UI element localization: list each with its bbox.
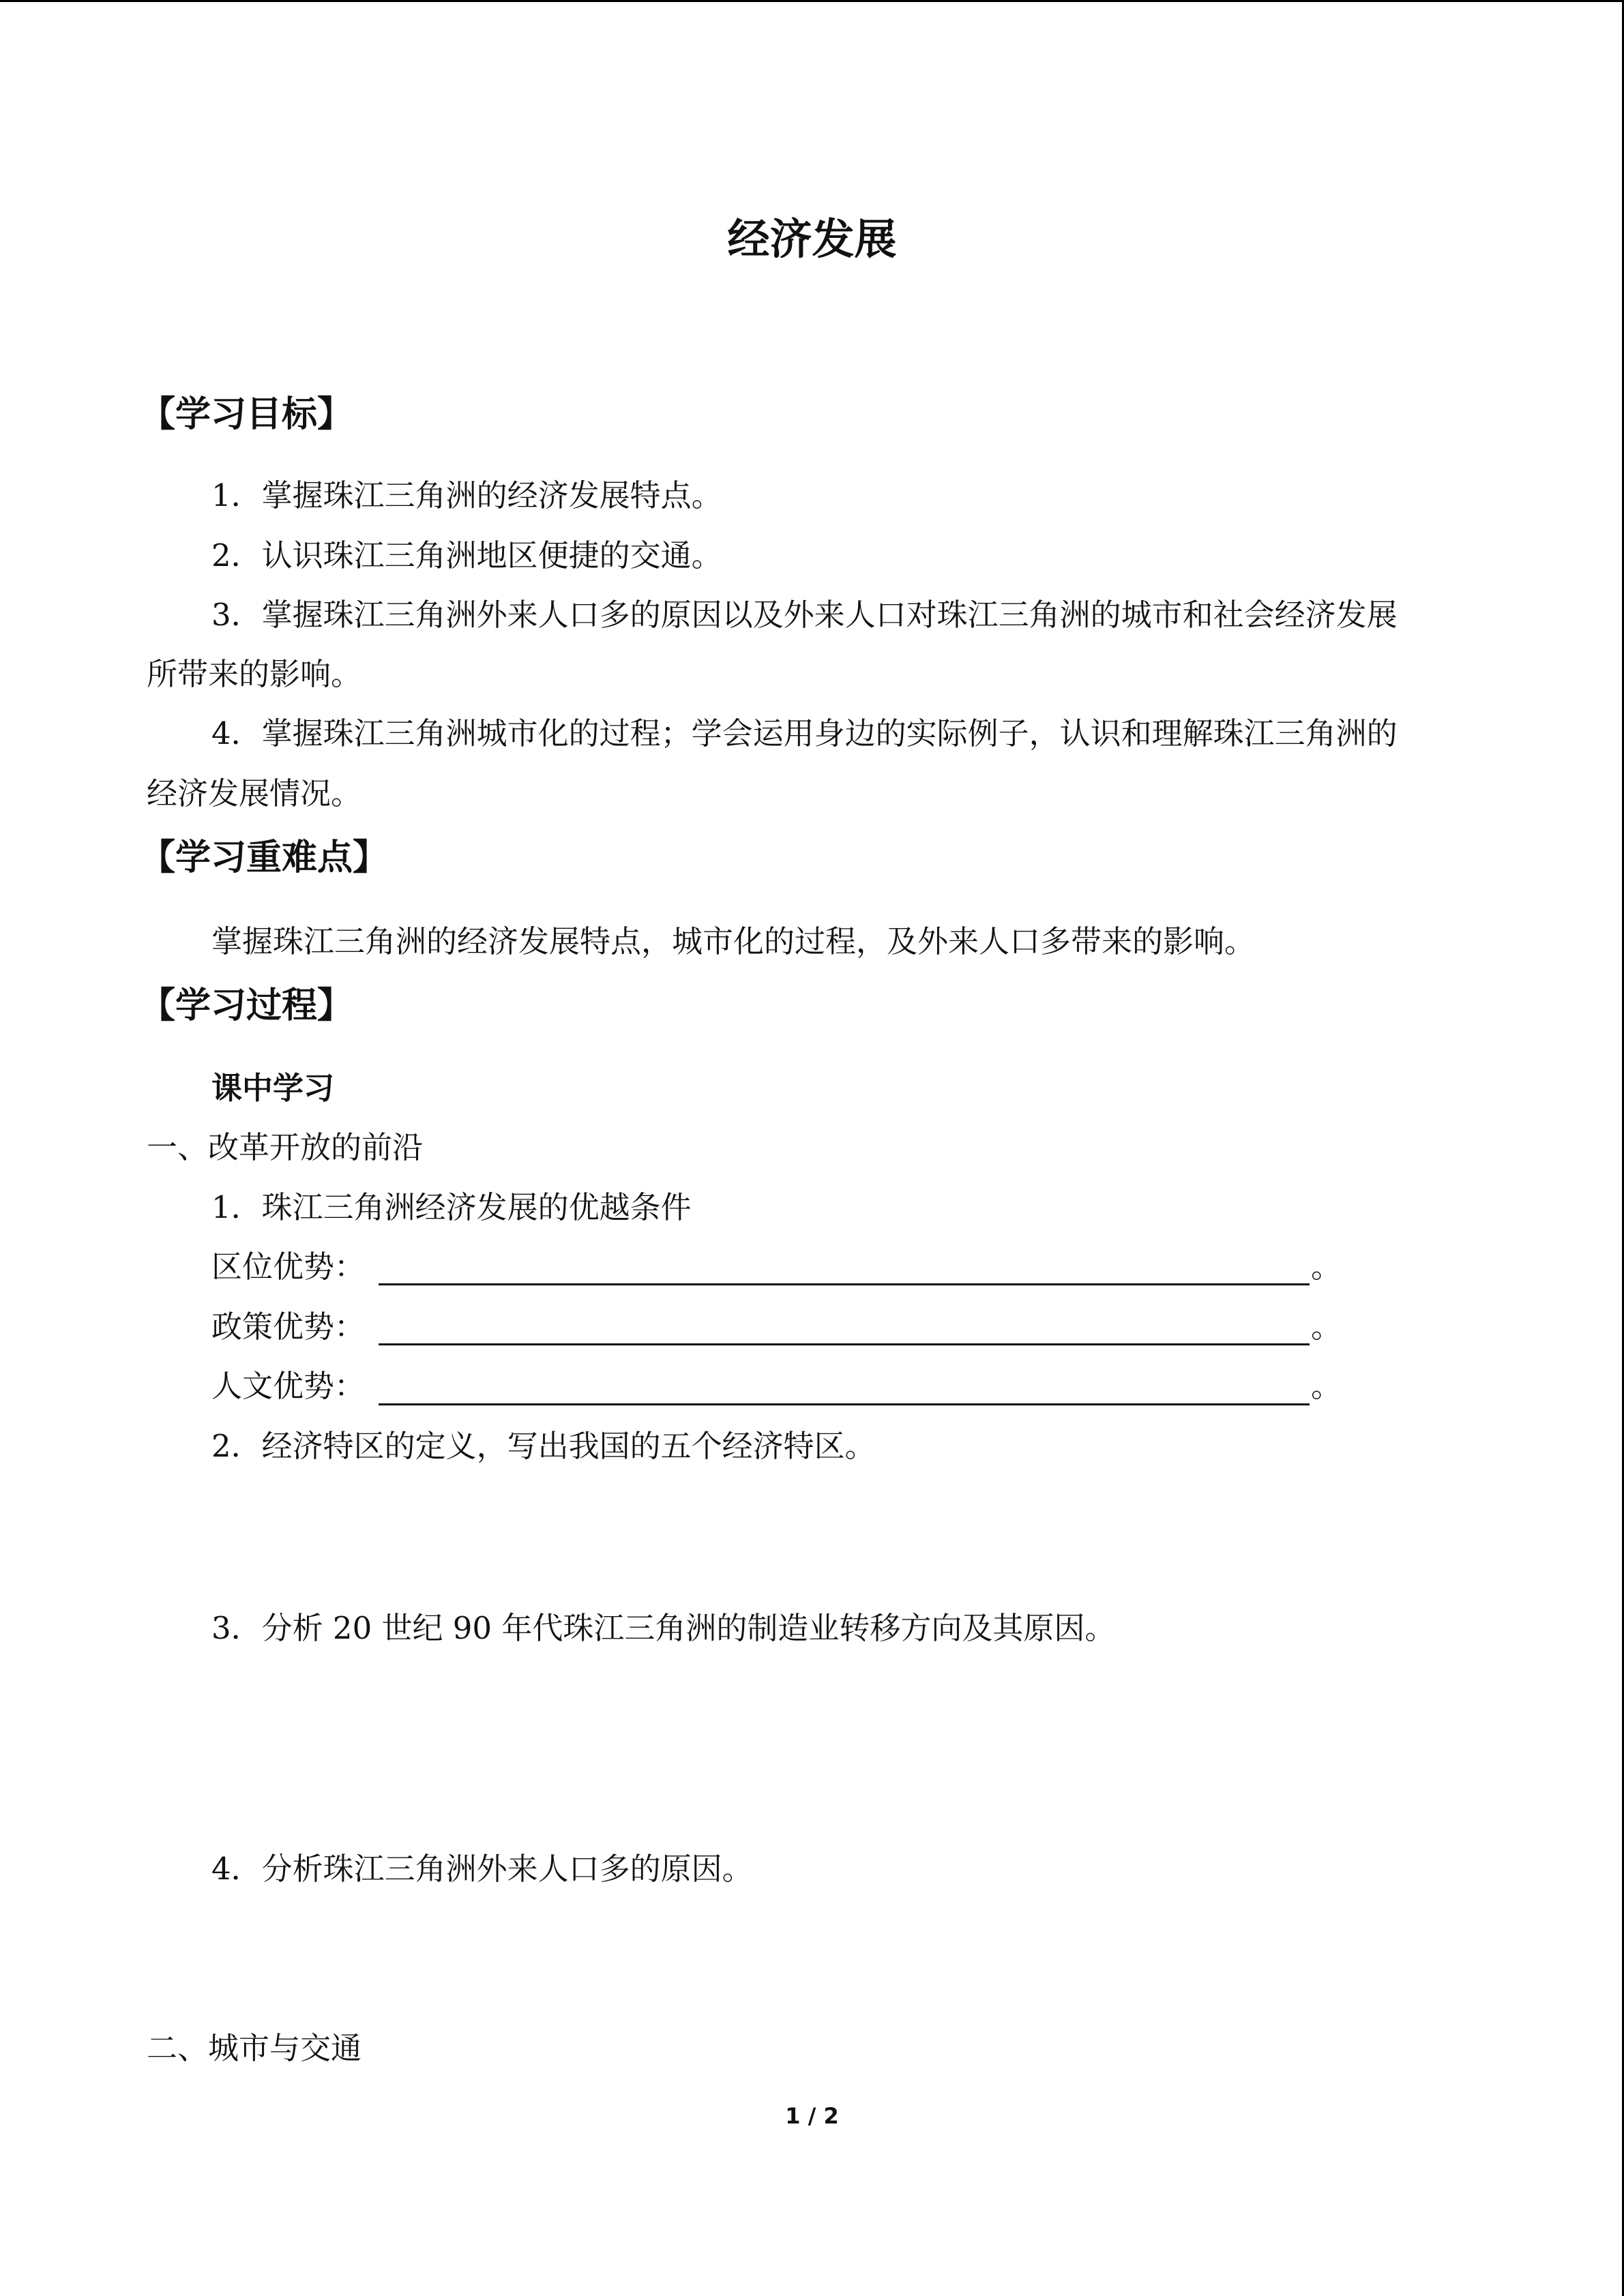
question-3: 3．分析 20 世纪 90 年代珠江三角洲的制造业转移方向及其原因。 [211, 1610, 1116, 1646]
fill-label-culture: 人文优势： [211, 1368, 366, 1404]
fill-line-location[interactable] [379, 1283, 1310, 1285]
objectives-heading: 【学习目标】 [140, 394, 353, 435]
fill-line-culture[interactable] [379, 1403, 1310, 1405]
key-points-heading: 【学习重难点】 [140, 837, 389, 878]
objective-item-4-cont: 经济发展情况。 [147, 775, 362, 811]
fill-end-location: 。 [1311, 1249, 1342, 1285]
question-4: 4．分析珠江三角洲外来人口多的原因。 [211, 1851, 753, 1887]
objective-item-3: 3．掌握珠江三角洲外来人口多的原因以及外来人口对珠江三角洲的城市和社会经济发展 [211, 597, 1398, 633]
fill-label-policy: 政策优势： [211, 1309, 366, 1345]
key-points-text: 掌握珠江三角洲的经济发展特点，城市化的过程，及外来人口多带来的影响。 [211, 923, 1256, 959]
objective-item-4: 4．掌握珠江三角洲城市化的过程；学会运用身边的实际例子，认识和理解珠江三角洲的 [211, 715, 1398, 751]
part2-title: 二、城市与交通 [147, 2030, 362, 2066]
objective-item-2: 2．认识珠江三角洲地区便捷的交通。 [211, 537, 722, 573]
fill-end-culture: 。 [1311, 1368, 1342, 1404]
fill-line-policy[interactable] [379, 1343, 1310, 1345]
process-subheading: 课中学习 [211, 1070, 335, 1106]
objective-item-3-cont: 所带来的影响。 [147, 656, 362, 692]
page-title: 经济发展 [727, 214, 897, 264]
objective-item-1: 1．掌握珠江三角洲的经济发展特点。 [211, 477, 722, 513]
question-2: 2．经济特区的定义，写出我国的五个经济特区。 [211, 1428, 876, 1464]
page-number: 1 / 2 [785, 2103, 839, 2129]
question-1: 1．珠江三角洲经济发展的优越条件 [211, 1189, 692, 1225]
process-heading: 【学习过程】 [140, 985, 353, 1026]
top-border [0, 0, 1624, 2]
fill-label-location: 区位优势： [211, 1249, 366, 1285]
part1-title: 一、改革开放的前沿 [147, 1129, 424, 1165]
fill-end-policy: 。 [1311, 1309, 1342, 1345]
